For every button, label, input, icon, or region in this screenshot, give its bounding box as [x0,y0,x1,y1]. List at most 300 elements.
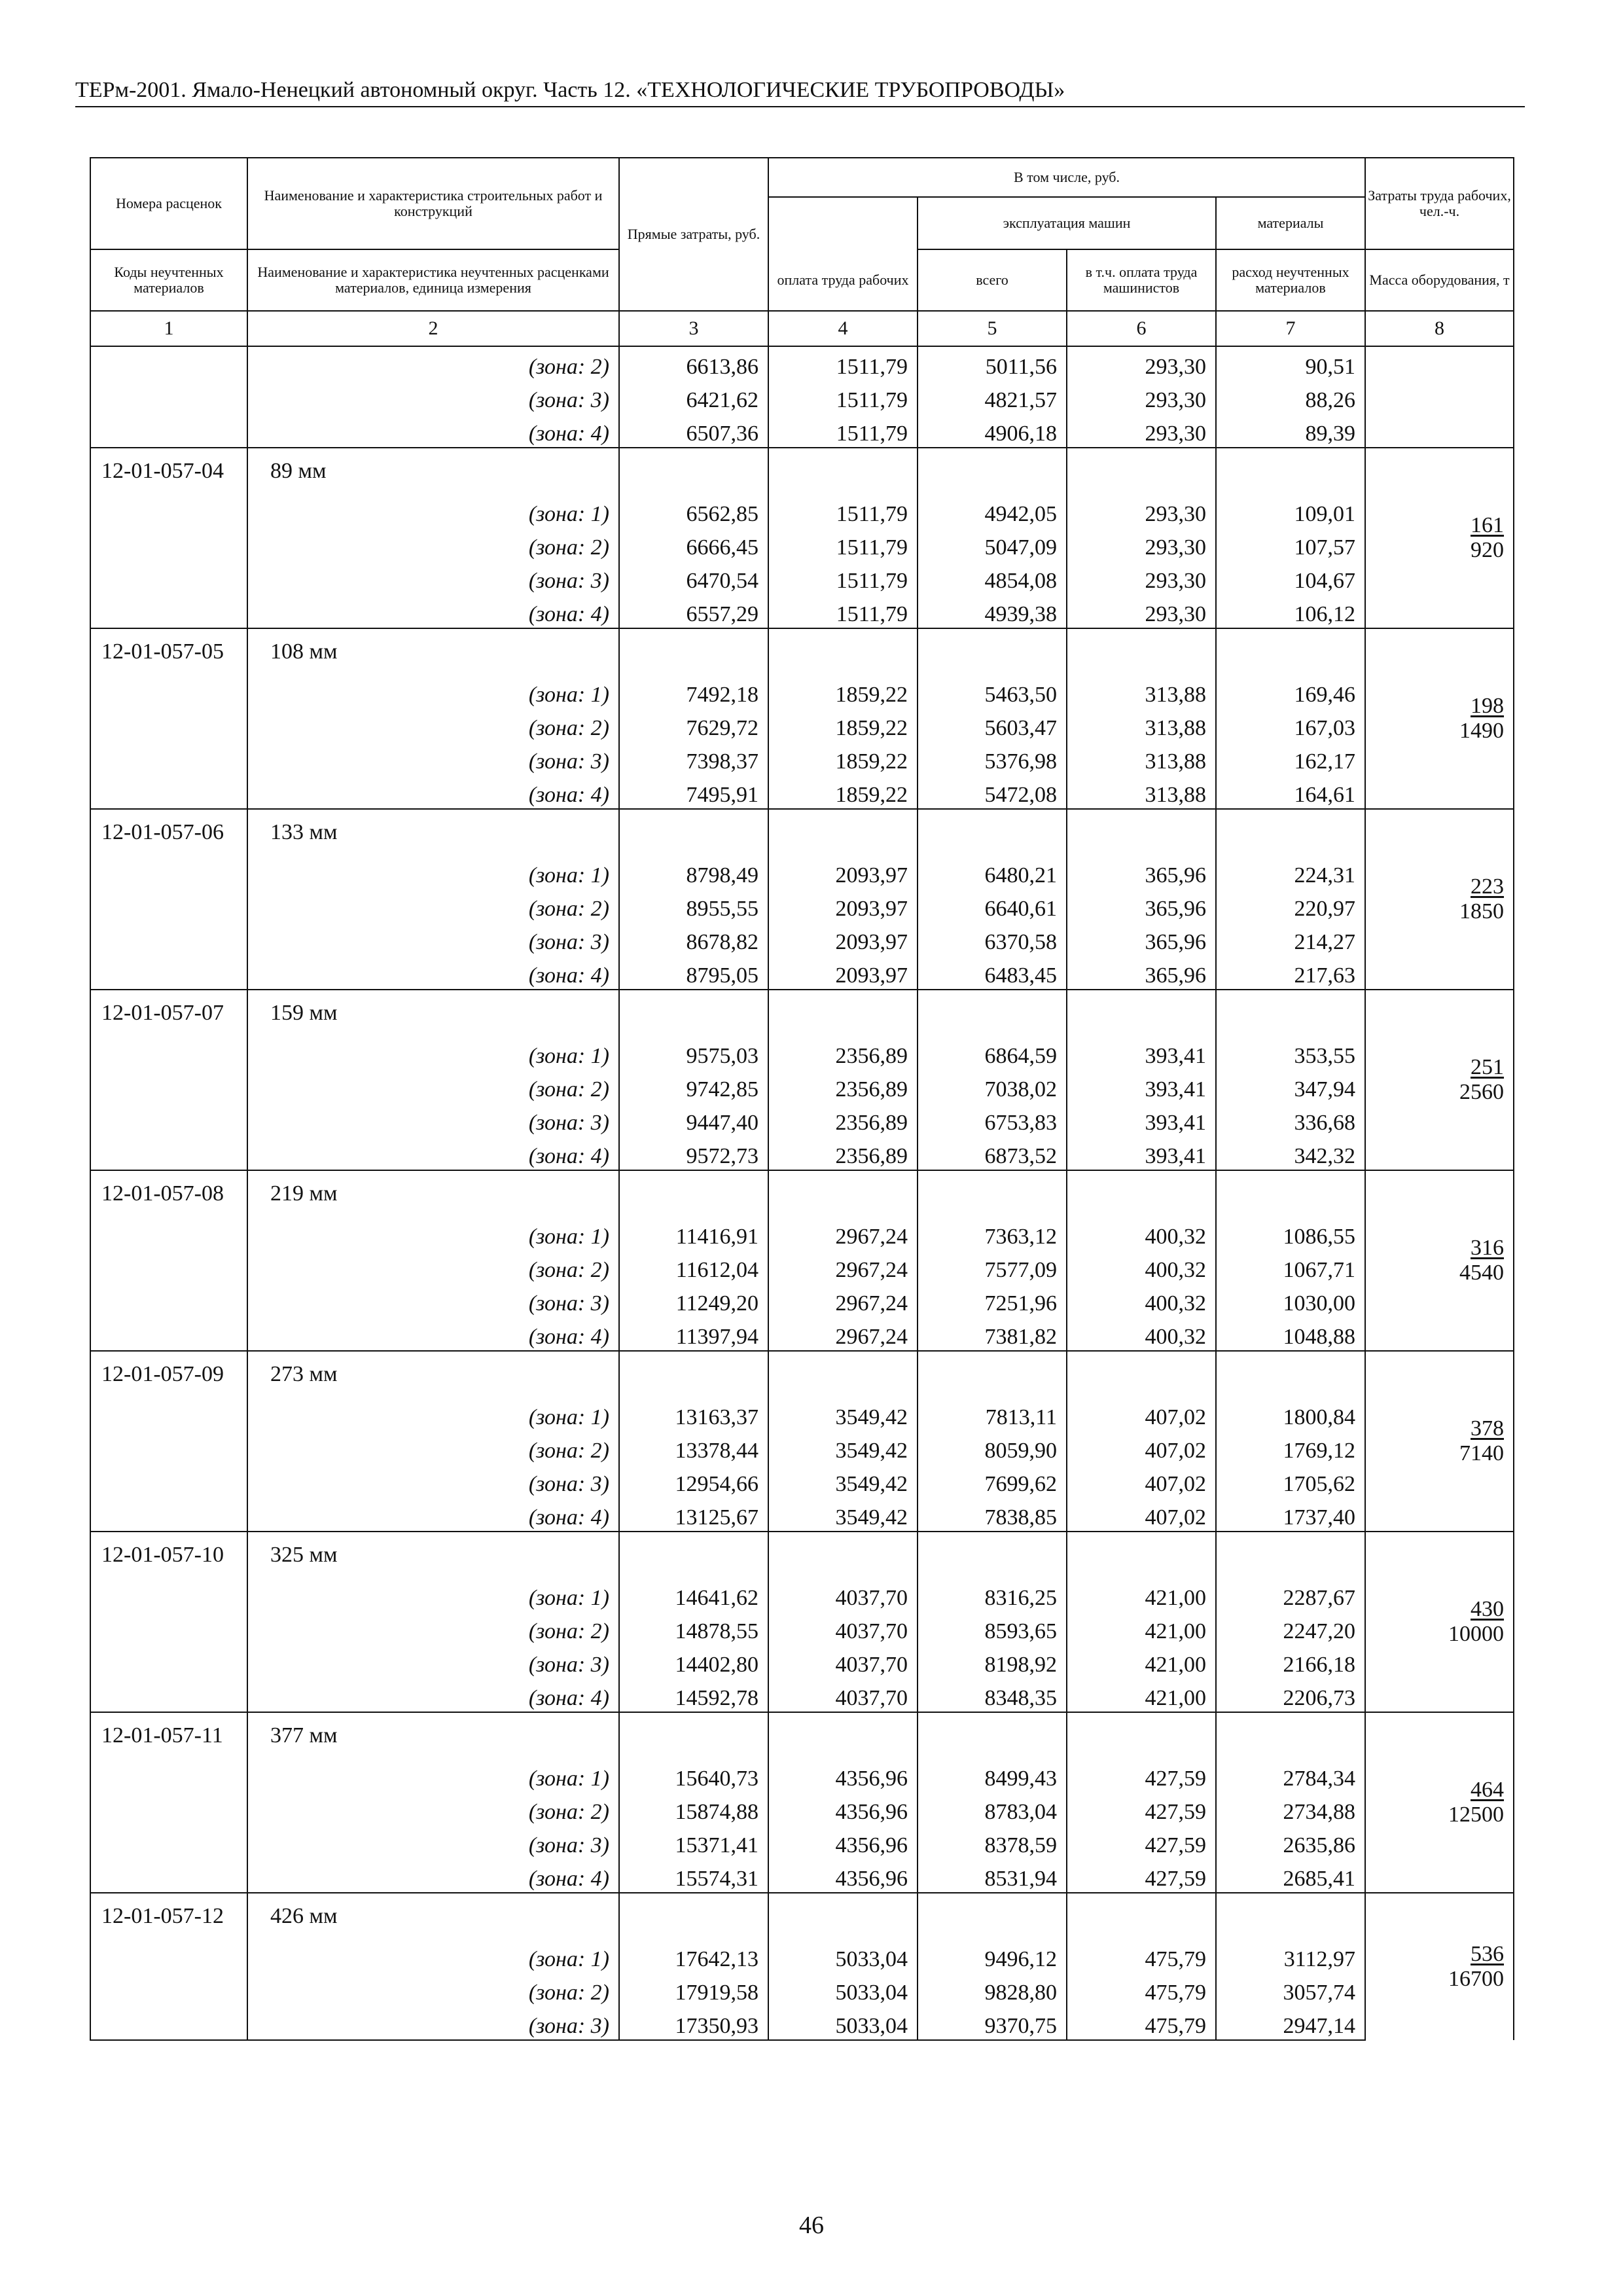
zone-row [90,594,1514,628]
machines-cost-cell: 8348,35 [918,1678,1067,1712]
materials-cost-cell: 107,57 [1216,528,1365,561]
direct-cost-cell: 11397,94 [619,1317,768,1351]
labor-cost-cell: 1511,79 [768,494,918,528]
empty-cell [619,1532,768,1578]
machines-cost-cell: 8783,04 [918,1792,1067,1825]
zone-label: (зона: 1) [247,675,619,708]
empty-cell [1067,1712,1216,1759]
zone-label: (зона: 1) [247,494,619,528]
machines-cost-cell: 9370,75 [918,2006,1067,2040]
empty-cell [1216,448,1365,494]
materials-cost-cell: 3057,74 [1216,1973,1365,2006]
item-row [90,1170,1514,1217]
empty-cell [768,1170,918,1217]
operators-cost-cell: 400,32 [1067,1317,1216,1351]
labor-cost-cell: 2967,24 [768,1317,918,1351]
item-name: 377 мм [247,1712,619,1759]
item-name: 89 мм [247,448,619,494]
zone-label: (зона: 2) [247,1250,619,1283]
page-number: 46 [799,2212,824,2239]
zone-label: (зона: 4) [247,1498,619,1532]
empty-cell [918,628,1067,675]
operators-cost-cell: 293,30 [1067,414,1216,448]
equipment-mass: 10000 [1448,1621,1505,1646]
labor-mass-cell [1365,1893,1514,2040]
zone-row [90,675,1514,708]
zone-label: (зона: 1) [247,1217,619,1250]
labor-cost-cell: 1511,79 [768,380,918,414]
operators-cost-cell: 393,41 [1067,1103,1216,1136]
zone-row [90,380,1514,414]
labor-mass-cell [1365,1351,1514,1532]
machines-cost-cell: 5011,56 [918,346,1067,380]
machines-cost-cell: 8593,65 [918,1611,1067,1645]
zone-label: (зона: 2) [247,708,619,742]
labor-mass-fraction [1448,1597,1504,1647]
item-code: 12-01-057-05 [90,628,247,675]
machines-cost-cell: 6873,52 [918,1136,1067,1170]
col6-header: в т.ч. оплата труда машинистов [1067,249,1216,311]
direct-cost-cell: 11416,91 [619,1217,768,1250]
empty-cell [768,1351,918,1397]
machines-cost-cell: 7251,96 [918,1283,1067,1317]
code-cell-empty [90,528,247,561]
direct-cost-cell: 17642,13 [619,1939,768,1973]
operators-cost-cell: 407,02 [1067,1397,1216,1431]
labor-cost-cell: 1859,22 [768,675,918,708]
labor-cost-cell: 2356,89 [768,1103,918,1136]
machines-cost-cell: 8059,90 [918,1431,1067,1464]
materials-cost-cell: 217,63 [1216,956,1365,990]
empty-cell [619,809,768,855]
operators-cost-cell: 400,32 [1067,1217,1216,1250]
item-name: 133 мм [247,809,619,855]
direct-cost-cell: 8955,55 [619,889,768,922]
labor-cost-cell: 1859,22 [768,708,918,742]
zone-label: (зона: 4) [247,956,619,990]
empty-cell [768,448,918,494]
equipment-mass: 1490 [1459,718,1505,743]
direct-cost-cell: 6470,54 [619,561,768,594]
labor-hours: 198 [1471,693,1505,718]
labor-cost-cell: 4037,70 [768,1578,918,1611]
zone-label: (зона: 2) [247,346,619,380]
operators-cost-cell: 313,88 [1067,775,1216,809]
machines-cost-cell: 6864,59 [918,1036,1067,1069]
table-header [90,158,1514,346]
zone-row [90,1759,1514,1792]
materials-cost-cell: 353,55 [1216,1036,1365,1069]
machines-cost-cell: 8531,94 [918,1859,1067,1893]
labor-mass-cell [1365,990,1514,1170]
direct-cost-cell: 6666,45 [619,528,768,561]
materials-cost-cell: 2685,41 [1216,1859,1365,1893]
materials-cost-cell: 2734,88 [1216,1792,1365,1825]
empty-cell [619,1893,768,1939]
materials-cost-cell: 214,27 [1216,922,1365,956]
column-number: 2 [247,311,619,346]
machines-cost-cell: 7038,02 [918,1069,1067,1103]
equipment-mass: 1850 [1459,899,1505,924]
labor-cost-cell: 2356,89 [768,1036,918,1069]
labor-hours: 316 [1471,1235,1505,1260]
empty-cell [918,1712,1067,1759]
labor-hours: 378 [1471,1416,1505,1441]
empty-cell [619,1351,768,1397]
materials-cost-cell: 1048,88 [1216,1317,1365,1351]
operators-cost-cell: 293,30 [1067,494,1216,528]
direct-cost-cell: 15574,31 [619,1859,768,1893]
direct-cost-cell: 14592,78 [619,1678,768,1712]
code-cell-empty [90,594,247,628]
machines-cost-cell: 9828,80 [918,1973,1067,2006]
machines-cost-cell: 5047,09 [918,528,1067,561]
materials-cost-cell: 2247,20 [1216,1611,1365,1645]
machines-cost-cell: 7381,82 [918,1317,1067,1351]
item-row [90,1893,1514,1939]
empty-cell [1067,448,1216,494]
zone-row [90,956,1514,990]
code-cell-empty [90,1250,247,1283]
labor-mass-cell-empty [1365,346,1514,448]
direct-cost-cell: 9572,73 [619,1136,768,1170]
zone-row [90,889,1514,922]
empty-cell [918,990,1067,1036]
col8-top-header: Затраты труда рабочих, чел.-ч. [1365,158,1514,249]
empty-cell [1216,1712,1365,1759]
operators-cost-cell: 293,30 [1067,380,1216,414]
direct-cost-cell: 6613,86 [619,346,768,380]
item-name: 219 мм [247,1170,619,1217]
empty-cell [918,1532,1067,1578]
item-name: 426 мм [247,1893,619,1939]
item-row [90,448,1514,494]
zone-label: (зона: 3) [247,380,619,414]
operators-cost-cell: 293,30 [1067,528,1216,561]
code-cell-empty [90,1759,247,1792]
machines-cost-cell: 4821,57 [918,380,1067,414]
operators-cost-cell: 365,96 [1067,922,1216,956]
operators-cost-cell: 293,30 [1067,594,1216,628]
code-cell-empty [90,1792,247,1825]
col4-header: оплата труда рабочих [768,249,918,311]
code-cell-empty [90,922,247,956]
direct-cost-cell: 14641,62 [619,1578,768,1611]
col1-top-header: Номера расценок [90,158,247,249]
labor-mass-cell [1365,809,1514,990]
zone-row [90,2006,1514,2040]
operators-cost-cell: 421,00 [1067,1611,1216,1645]
zone-row [90,922,1514,956]
item-row [90,1351,1514,1397]
code-cell-empty [90,775,247,809]
materials-cost-cell: 164,61 [1216,775,1365,809]
empty-cell [1067,1532,1216,1578]
operators-cost-cell: 407,02 [1067,1431,1216,1464]
item-row [90,1712,1514,1759]
direct-cost-cell: 7495,91 [619,775,768,809]
code-cell-empty [90,1578,247,1611]
labor-cost-cell: 1511,79 [768,346,918,380]
empty-cell [768,1712,918,1759]
labor-cost-cell: 1859,22 [768,742,918,775]
labor-cost-cell: 1511,79 [768,594,918,628]
zone-label: (зона: 3) [247,1825,619,1859]
materials-cost-cell: 224,31 [1216,855,1365,889]
materials-cost-cell: 2784,34 [1216,1759,1365,1792]
machines-cost-cell: 9496,12 [918,1939,1067,1973]
empty-cell [768,1893,918,1939]
operators-cost-cell: 421,00 [1067,1645,1216,1678]
item-code: 12-01-057-11 [90,1712,247,1759]
direct-cost-cell: 13378,44 [619,1431,768,1464]
zone-row [90,1136,1514,1170]
machines-cost-cell: 5376,98 [918,742,1067,775]
labor-mass-fraction [1448,1778,1504,1827]
labor-cost-cell: 1511,79 [768,414,918,448]
header-rule [75,106,1525,107]
empty-cell [768,1532,918,1578]
operators-cost-cell: 475,79 [1067,2006,1216,2040]
labor-mass-cell [1365,628,1514,809]
labor-mass-cell [1365,448,1514,628]
operators-cost-cell: 400,32 [1067,1283,1216,1317]
zone-row [90,528,1514,561]
operators-cost-cell: 427,59 [1067,1759,1216,1792]
item-code: 12-01-057-10 [90,1532,247,1578]
labor-cost-cell: 3549,42 [768,1431,918,1464]
item-code: 12-01-057-07 [90,990,247,1036]
labor-cost-cell: 4037,70 [768,1611,918,1645]
operators-cost-cell: 475,79 [1067,1973,1216,2006]
empty-cell [1216,1351,1365,1397]
item-code: 12-01-057-09 [90,1351,247,1397]
direct-cost-cell: 7398,37 [619,742,768,775]
zone-label: (зона: 2) [247,889,619,922]
labor-mass-fraction [1448,1942,1504,1992]
item-name: 273 мм [247,1351,619,1397]
labor-hours: 223 [1471,874,1505,899]
zone-label: (зона: 3) [247,1464,619,1498]
zone-row [90,1103,1514,1136]
machines-cost-cell: 8198,92 [918,1645,1067,1678]
labor-mass-fraction [1471,513,1504,563]
zone-label: (зона: 3) [247,2006,619,2040]
direct-cost-cell: 12954,66 [619,1464,768,1498]
zone-row [90,1069,1514,1103]
code-cell-empty [90,1317,247,1351]
zone-label: (зона: 1) [247,1939,619,1973]
zone-label: (зона: 2) [247,1069,619,1103]
equipment-mass: 7140 [1459,1441,1505,1465]
machines-cost-cell: 5463,50 [918,675,1067,708]
page-header: ТЕРм-2001. Ямало-Ненецкий автономный округ. Часть 12. «ТЕХНОЛОГИЧЕСКИЕ ТРУБОПРОВОДЫ» [75,78,1065,102]
empty-cell [1216,809,1365,855]
zone-row [90,346,1514,380]
empty-cell [768,990,918,1036]
col7-top-header: материалы [1216,197,1365,249]
labor-cost-cell: 1859,22 [768,775,918,809]
zone-label: (зона: 1) [247,855,619,889]
column-number: 3 [619,311,768,346]
labor-cost-cell: 2093,97 [768,855,918,889]
zone-row [90,561,1514,594]
empty-cell [918,1170,1067,1217]
materials-cost-cell: 336,68 [1216,1103,1365,1136]
zone-label: (зона: 4) [247,1859,619,1893]
zone-row [90,414,1514,448]
empty-cell [1216,990,1365,1036]
price-table [90,157,1514,2041]
col3-header: Прямые затраты, руб. [619,158,768,311]
code-cell-empty [90,742,247,775]
code-cell-empty [90,708,247,742]
code-cell-empty [90,675,247,708]
code-cell-empty [90,1069,247,1103]
direct-cost-cell: 17350,93 [619,2006,768,2040]
materials-cost-cell: 1800,84 [1216,1397,1365,1431]
zone-row [90,1678,1514,1712]
labor-cost-cell: 4356,96 [768,1825,918,1859]
labor-hours: 536 [1471,1941,1505,1966]
operators-cost-cell: 365,96 [1067,855,1216,889]
labor-cost-cell: 2967,24 [768,1217,918,1250]
empty-cell [619,1170,768,1217]
code-cell-empty [90,414,247,448]
code-cell-empty [90,1859,247,1893]
zone-label: (зона: 2) [247,1431,619,1464]
zone-label: (зона: 4) [247,414,619,448]
col2-top-header: Наименование и характеристика строительных работ и конструкций [247,158,619,249]
zone-row [90,1939,1514,1973]
code-cell-empty [90,1397,247,1431]
item-code: 12-01-057-06 [90,809,247,855]
col8-bottom-header: Масса оборудования, т [1365,249,1514,311]
code-cell-empty [90,1103,247,1136]
empty-cell [619,990,768,1036]
machines-cost-cell: 5603,47 [918,708,1067,742]
zone-row [90,1792,1514,1825]
operators-cost-cell: 427,59 [1067,1859,1216,1893]
materials-cost-cell: 109,01 [1216,494,1365,528]
col7-bottom-header: расход неучтенных материалов [1216,249,1365,311]
zone-row [90,1397,1514,1431]
item-row [90,628,1514,675]
zone-label: (зона: 3) [247,742,619,775]
machines-group-header: эксплуатация машин [918,197,1216,249]
code-cell-empty [90,1939,247,1973]
direct-cost-cell: 15371,41 [619,1825,768,1859]
column-number: 7 [1216,311,1365,346]
equipment-mass: 12500 [1448,1802,1505,1827]
labor-cost-cell: 2967,24 [768,1250,918,1283]
code-cell-empty [90,346,247,380]
materials-cost-cell: 347,94 [1216,1069,1365,1103]
labor-cost-cell: 4356,96 [768,1792,918,1825]
direct-cost-cell: 11249,20 [619,1283,768,1317]
labor-cost-cell: 2967,24 [768,1283,918,1317]
empty-cell [918,1351,1067,1397]
zone-label: (зона: 4) [247,594,619,628]
code-cell-empty [90,956,247,990]
zone-row [90,1464,1514,1498]
machines-cost-cell: 6753,83 [918,1103,1067,1136]
labor-cost-cell: 5033,04 [768,1973,918,2006]
zone-label: (зона: 4) [247,775,619,809]
empty-cell [619,1712,768,1759]
zone-row [90,1250,1514,1283]
code-cell-empty [90,1036,247,1069]
operators-cost-cell: 400,32 [1067,1250,1216,1283]
materials-cost-cell: 2947,14 [1216,2006,1365,2040]
direct-cost-cell: 6421,62 [619,380,768,414]
labor-cost-cell: 2093,97 [768,889,918,922]
zone-row [90,1973,1514,2006]
zone-row [90,1217,1514,1250]
operators-cost-cell: 475,79 [1067,1939,1216,1973]
code-cell-empty [90,2006,247,2040]
direct-cost-cell: 17919,58 [619,1973,768,2006]
empty-cell [1067,990,1216,1036]
including-group-header: В том числе, руб. [768,158,1365,197]
code-cell-empty [90,380,247,414]
direct-cost-cell: 13125,67 [619,1498,768,1532]
materials-cost-cell: 1067,71 [1216,1250,1365,1283]
zone-label: (зона: 4) [247,1678,619,1712]
zone-label: (зона: 2) [247,1611,619,1645]
direct-cost-cell: 8678,82 [619,922,768,956]
materials-cost-cell: 1030,00 [1216,1283,1365,1317]
empty-cell [1216,1532,1365,1578]
materials-cost-cell: 167,03 [1216,708,1365,742]
item-code: 12-01-057-04 [90,448,247,494]
zone-label: (зона: 3) [247,1103,619,1136]
labor-mass-cell [1365,1532,1514,1712]
equipment-mass: 16700 [1448,1966,1505,1991]
labor-hours: 161 [1471,512,1505,537]
operators-cost-cell: 313,88 [1067,675,1216,708]
direct-cost-cell: 11612,04 [619,1250,768,1283]
operators-cost-cell: 365,96 [1067,889,1216,922]
machines-cost-cell: 6370,58 [918,922,1067,956]
materials-cost-cell: 1769,12 [1216,1431,1365,1464]
item-code: 12-01-057-12 [90,1893,247,1939]
equipment-mass: 2560 [1459,1079,1505,1104]
zone-row [90,1825,1514,1859]
empty-cell [1216,628,1365,675]
operators-cost-cell: 421,00 [1067,1578,1216,1611]
zone-row [90,742,1514,775]
item-row [90,809,1514,855]
code-cell-empty [90,1283,247,1317]
zone-label: (зона: 3) [247,1283,619,1317]
materials-cost-cell: 2635,86 [1216,1825,1365,1859]
materials-cost-cell: 3112,97 [1216,1939,1365,1973]
direct-cost-cell: 7629,72 [619,708,768,742]
labor-cost-cell: 3549,42 [768,1498,918,1532]
labor-cost-cell: 4356,96 [768,1859,918,1893]
materials-cost-cell: 106,12 [1216,594,1365,628]
machines-cost-cell: 7813,11 [918,1397,1067,1431]
item-name: 325 мм [247,1532,619,1578]
code-cell-empty [90,855,247,889]
materials-cost-cell: 90,51 [1216,346,1365,380]
materials-cost-cell: 2166,18 [1216,1645,1365,1678]
zone-row [90,1431,1514,1464]
zone-row [90,775,1514,809]
materials-cost-cell: 88,26 [1216,380,1365,414]
col2-bottom-header: Наименование и характеристика неучтенных расценками материалов, единица измерения [247,249,619,311]
